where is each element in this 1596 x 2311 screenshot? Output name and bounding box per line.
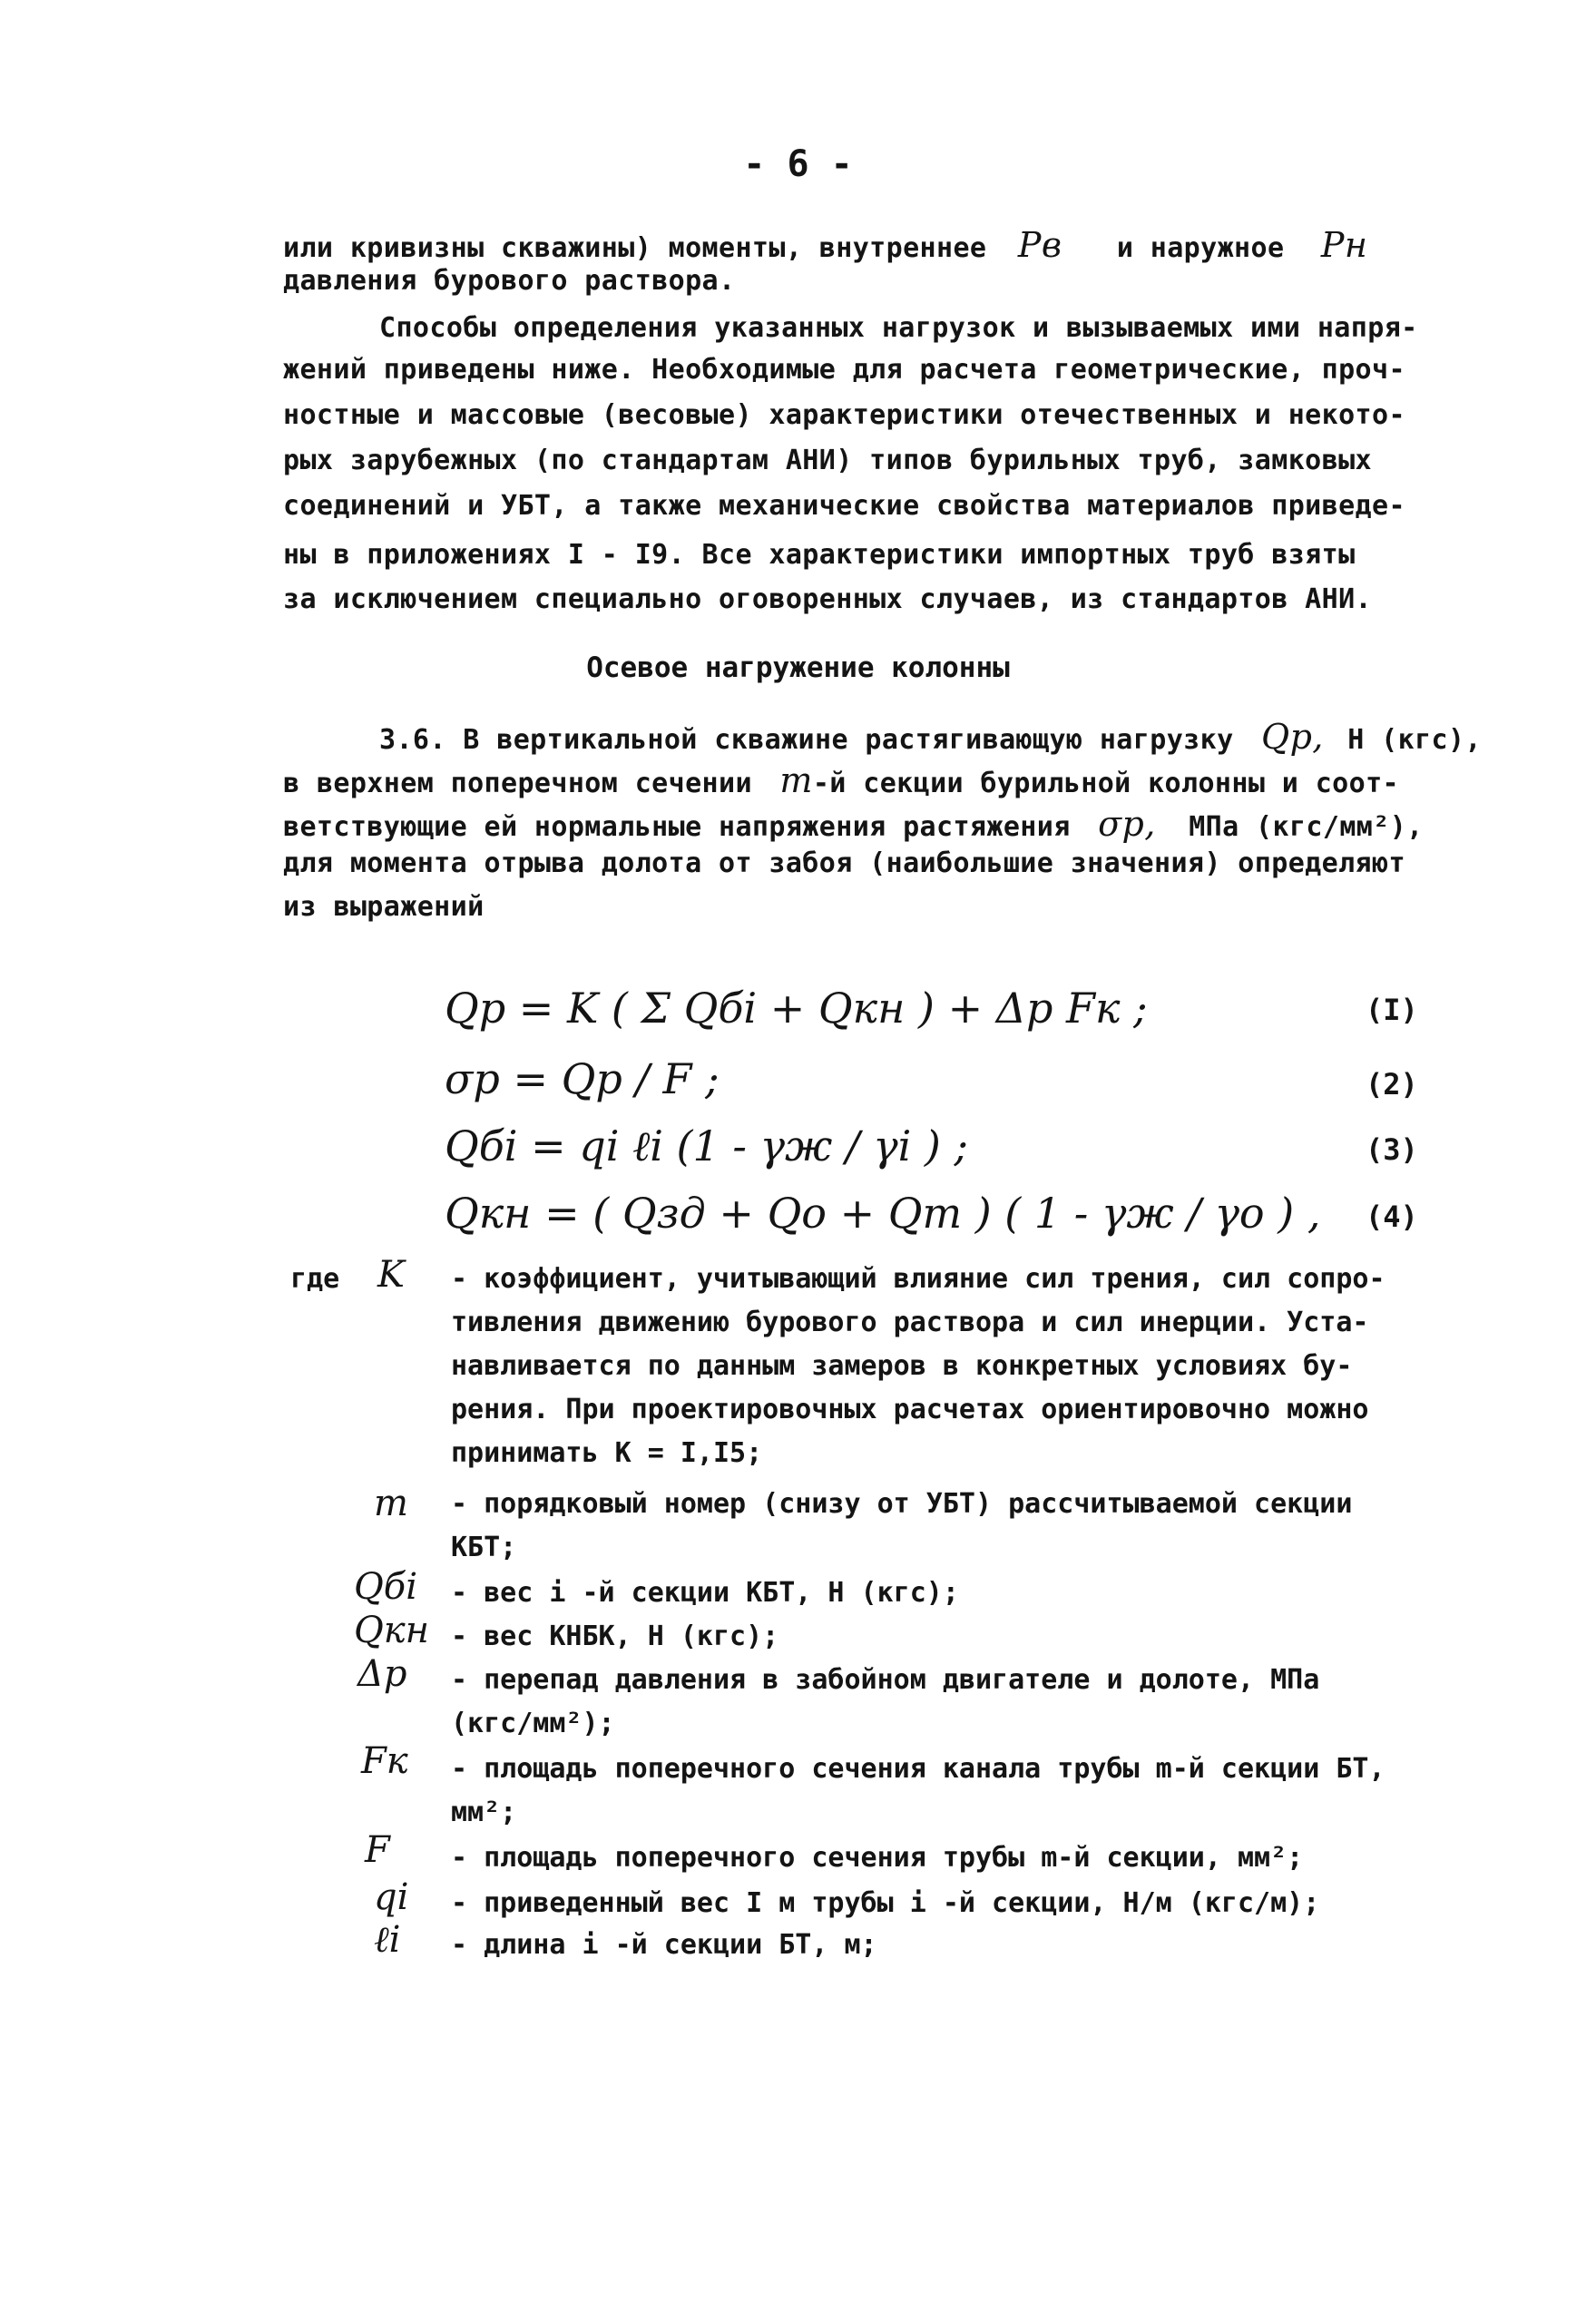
- formula-number: (3): [1366, 1132, 1418, 1167]
- definition-text: - площадь поперечного сечения канала трубы m-й секции БТ,: [451, 1753, 1385, 1785]
- definition-text: - вес КНБК, Н (кгс);: [451, 1621, 779, 1652]
- definition-text: - коэффициент, учитывающий влияние сил трения, сил сопро-: [451, 1263, 1385, 1295]
- formula-3: Qбi = qi ℓi (1 - γж / γi ) ;: [445, 1121, 968, 1170]
- definition-text: навливается по данным замеров в конкретных условиях бу-: [451, 1350, 1353, 1382]
- definition-text: тивления движению бурового раствора и сил инерции. Уста-: [451, 1307, 1369, 1338]
- formula-1: Qp = K ( Σ Qбi + Qкн ) + Δp Fк ;: [445, 984, 1148, 1033]
- definition-symbol: Qкн: [354, 1610, 430, 1651]
- para1-line: ны в приложениях I - I9. Все характеристики импортных труб взяты: [283, 539, 1356, 571]
- definition-text: (кгс/мм²);: [451, 1708, 615, 1739]
- formula-4: Qкн = ( Qзд + Qо + Qт ) ( 1 - γж / γо ) ,: [445, 1189, 1321, 1238]
- intro-text-b: и наружное: [1116, 232, 1285, 264]
- para1-line: Способы определения указанных нагрузок и вызываемых ими напря-: [379, 312, 1418, 344]
- definition-text: - приведенный вес I м трубы i -й секции, Н/м (кгс/м);: [451, 1887, 1320, 1919]
- definition-symbol: F: [365, 1829, 390, 1871]
- definition-text: рения. При проектировочных расчетах ориентировочно можно: [451, 1394, 1369, 1425]
- definition-symbol: Fк: [361, 1740, 408, 1782]
- para2-line-2: [283, 760, 1399, 800]
- para1-line: рых зарубежных (по стандартам АНИ) типов бурильных труб, замковых: [283, 445, 1372, 476]
- where-label: где: [290, 1263, 340, 1295]
- para2-line-5: из выражений: [283, 891, 485, 923]
- para2-text: МПа (кгс/мм²),: [1189, 811, 1424, 843]
- page-number: - 6 -: [743, 143, 853, 185]
- section-m-symbol: m: [779, 760, 813, 800]
- definition-symbol: ℓi: [374, 1919, 401, 1961]
- section-heading: Осевое нагружение колонны: [586, 651, 1010, 684]
- pressure-outer-symbol: Pн: [1320, 225, 1368, 265]
- definition-text: - порядковый номер (снизу от УБТ) рассчитываемой секции: [451, 1488, 1353, 1520]
- stress-symbol: σp,: [1098, 804, 1156, 844]
- formula-number: (4): [1366, 1200, 1418, 1234]
- definition-text: - вес i -й секции КБТ, Н (кгс);: [451, 1577, 959, 1609]
- pressure-inner-symbol: Pв: [1017, 225, 1062, 265]
- definition-text: мм²;: [451, 1797, 517, 1828]
- para2-line-4: для момента отрыва долота от забоя (наибольшие значения) определяют: [283, 847, 1405, 879]
- para2-text: Н (кгс),: [1347, 724, 1482, 756]
- para2-text: в верхнем поперечном сечении: [283, 768, 752, 799]
- definition-symbol: m: [374, 1483, 408, 1524]
- definition-symbol: Qбi: [354, 1566, 417, 1608]
- intro-text-a: или кривизны скважины) моменты, внутреннее: [283, 232, 987, 264]
- para1-line: жений приведены ниже. Необходимые для расчета геометрические, проч-: [283, 354, 1405, 386]
- para1-line: соединений и УБТ, а также механические свойства материалов приведе-: [283, 490, 1405, 522]
- para2-text: 3.6. В вертикальной скважине растягивающую нагрузку: [379, 724, 1234, 756]
- para2-line-3: [283, 804, 1424, 844]
- intro-line-1: [283, 225, 1367, 265]
- definition-text: КБТ;: [451, 1532, 517, 1563]
- definition-text: принимать K = I,I5;: [451, 1437, 763, 1469]
- definition-symbol: qi: [374, 1876, 409, 1918]
- para2-text: -й секции бурильной колонны и соот-: [812, 768, 1399, 799]
- para2-line-1: [379, 717, 1482, 757]
- intro-line-2: давления бурового раствора.: [283, 265, 736, 297]
- formula-number: (2): [1366, 1067, 1418, 1102]
- definition-text: - перепад давления в забойном двигателе и долоте, МПа: [451, 1664, 1320, 1696]
- definition-text: - длина i -й секции БТ, м;: [451, 1929, 877, 1961]
- formula-2: σp = Qp / F ;: [445, 1054, 720, 1103]
- definition-text: - площадь поперечного сечения трубы m-й секции, мм²;: [451, 1842, 1304, 1874]
- definition-symbol: Δp: [357, 1653, 407, 1695]
- para1-line: ностные и массовые (весовые) характеристики отечественных и некото-: [283, 399, 1405, 431]
- definition-symbol: K: [377, 1254, 405, 1296]
- tensile-load-symbol: Qp,: [1261, 717, 1324, 757]
- para2-text: ветствующие ей нормальные напряжения растяжения: [283, 811, 1071, 843]
- para1-line: за исключением специально оговоренных случаев, из стандартов АНИ.: [283, 583, 1372, 615]
- formula-number: (I): [1366, 993, 1418, 1027]
